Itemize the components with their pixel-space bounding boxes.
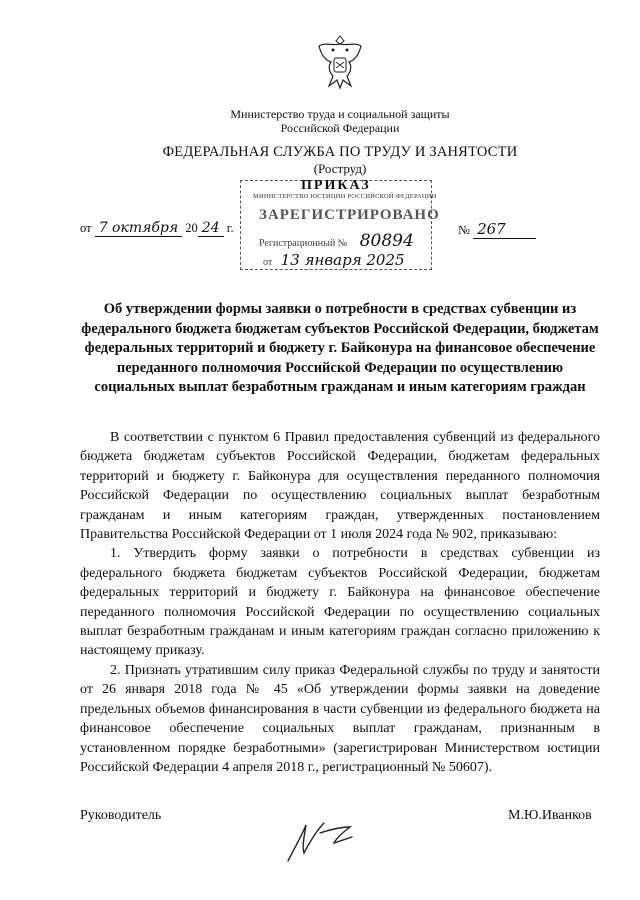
stamp-date-label: от [263, 257, 273, 268]
stamp-reg-number [259, 231, 414, 251]
registration-stamp [240, 178, 440, 270]
stamp-reg-label: Регистрационный № [259, 238, 348, 249]
order-date-day-month: 7 октября [95, 220, 182, 237]
ministry-line1: Министерство труда и социальной защиты [230, 107, 450, 121]
body-paragraph-1: В соответствии с пунктом 6 Правил предоставления субвенций из федерального бюджета бюджетам субъектов Российской Федерации, бюджетам федеральных территорий и бюджету г. Байконура для осуществления переданного полномочия Российской Федерации по осуществлению социальных выплат безработным гражданам и иным категориям граждан, утвержденных постановлением Правительства Российской Федерации от 1 июля 2024 года № 902, приказываю: [80, 430, 600, 543]
signatory-position: Руководитель [80, 808, 162, 823]
document-body [80, 428, 600, 777]
order-date-year-suffix: 24 [198, 220, 224, 237]
ministry-header [0, 107, 640, 135]
stamp-reg-value: 80894 [359, 231, 414, 251]
coat-of-arms-icon [315, 32, 365, 90]
stamp-date [263, 251, 405, 269]
order-date-prefix: от [80, 221, 92, 235]
order-number-value: 267 [473, 220, 536, 239]
body-paragraph-3: 2. Признать утратившим силу приказ Федеральной службы по труду и занятости от 26 января 2018 года № 45 «Об утверждении формы заявки на доведение предельных объемов финансирования в части субвенции из федерального бюджета на финансовое обеспечение социальных выплат гражданам, признанным в установленном порядке безработными» (зарегистрирован Министерством юстиции Российской Федерации 4 апреля 2018 г., регистрационный № 50607). [80, 662, 600, 775]
order-date-year-prefix: 20 [185, 221, 198, 235]
document-title: Об утверждении формы заявки о потребности в средствах субвенции из федерального бюджета бюджетам субъектов Российской Федерации, бюджетам федеральных территорий и бюджету г. Байконура на финансовое обеспечение переданного полномочия Российской Федерации по осуществлению социальных выплат безработным гражданам и иным категориям граждан [81, 301, 599, 395]
service-abbreviation: (Роструд) [313, 161, 367, 176]
service-name: ФЕДЕРАЛЬНАЯ СЛУЖБА ПО ТРУДУ И ЗАНЯТОСТИ [162, 144, 518, 160]
order-number-prefix: № [458, 223, 470, 237]
body-paragraph-2: 1. Утвердить форму заявки о потребности в средствах субвенции из федерального бюджета бюджетам субъектов Российской Федерации, бюджетам федеральных территорий и бюджету г. Байконура на финансовое обеспечение переданного полномочия Российской Федерации по осуществлению социальных выплат безработным гражданам и иным категориям граждан согласно приложению к настоящему приказу. [80, 546, 600, 659]
signatory-name: М.Ю.Иванков [508, 808, 592, 823]
ministry-line2: Российской Федерации [280, 121, 400, 135]
stamp-status: ЗАРЕГИСТРИРОВАНО [259, 207, 440, 223]
order-date-suffix: г. [226, 221, 234, 235]
order-number [458, 220, 536, 238]
stamp-date-value: 13 января 2025 [280, 251, 405, 269]
order-word: ПРИКАЗ [301, 178, 371, 193]
stamp-ministry: МИНИСТЕРСТВО ЮСТИЦИИ РОССИЙСКОЙ ФЕДЕРАЦИИ [253, 193, 437, 200]
signature-icon [280, 815, 380, 865]
order-date [80, 220, 234, 236]
